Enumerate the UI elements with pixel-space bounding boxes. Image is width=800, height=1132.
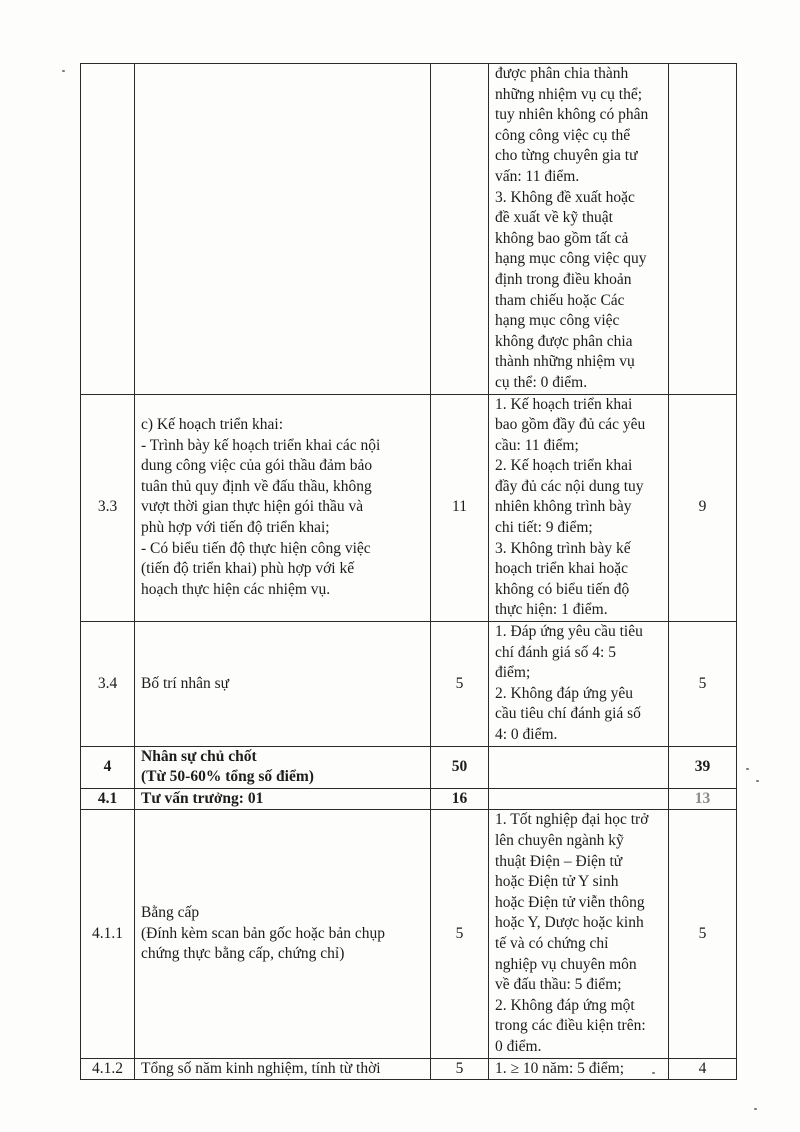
scoring-line: trong các điều kiện trên: (495, 1017, 646, 1035)
scoring-line: 4: 0 điểm. (495, 726, 558, 743)
criterion-cell (135, 622, 431, 747)
scoring-line: cụ thể: 0 điểm. (495, 373, 588, 391)
criterion-line: chứng thực bằng cấp, chứng chỉ) (141, 945, 345, 963)
criterion-cell (135, 788, 431, 810)
scoring-line: 1. Tốt nghiệp đại học trở (495, 811, 649, 829)
scoring-guide (489, 622, 669, 747)
scoring-line: chi tiết: 9 điểm; (495, 519, 593, 537)
awarded-score: 39 (669, 746, 737, 788)
criterion-line: phù hợp với tiến độ triển khai; (141, 519, 330, 537)
evaluation-table (80, 63, 737, 1080)
max-points: 5 (431, 1058, 489, 1080)
row-number: 3.4 (81, 622, 135, 747)
scoring-line: hoặc Điện tử viễn thông (495, 893, 645, 911)
scoring-line: 3. Không trình bày kế (495, 539, 631, 557)
scoring-line: hoặc Y, Dược hoặc kinh (495, 914, 644, 932)
criterion-line: (tiến độ triển khai) phù hợp với kế (141, 560, 355, 578)
criterion-cell (135, 394, 431, 622)
row-number: 4.1.1 (81, 810, 135, 1058)
scoring-line: 1. Đáp ứng yêu cầu tiêu (495, 623, 643, 641)
max-points: 50 (431, 746, 489, 788)
criterion-line: Bố trí nhân sự (141, 674, 230, 692)
max-points (431, 64, 489, 395)
table-row (81, 746, 737, 788)
scoring-line: về đấu thầu: 5 điểm; (495, 976, 622, 994)
criterion-line: - Trình bày kế hoạch triển khai các nội (141, 436, 381, 454)
awarded-score: 9 (669, 394, 737, 622)
criterion-line: Nhân sự chủ chốt (141, 747, 257, 765)
table-row (81, 64, 737, 395)
row-number: 3.3 (81, 394, 135, 622)
awarded-score (669, 64, 737, 395)
criterion-cell (135, 810, 431, 1058)
awarded-score: 13 (669, 788, 737, 810)
scoring-line: thực hiện: 1 điểm. (495, 601, 608, 619)
criterion-cell (135, 746, 431, 788)
scoring-line: không bao gồm tất cả (495, 229, 629, 247)
max-points: 11 (431, 394, 489, 622)
scoring-line: 1. ≥ 10 năm: 5 điểm; (495, 1059, 625, 1077)
scoring-guide (489, 746, 669, 788)
table-row (81, 622, 737, 747)
scoring-line: định trong điều khoản (495, 270, 632, 288)
scoring-guide (489, 810, 669, 1058)
scoring-line: thuật Điện – Điện tử (495, 852, 623, 870)
scoring-line: đầy đủ các nội dung tuy (495, 477, 644, 495)
scoring-line: tuy nhiên không có phân (495, 106, 649, 124)
table-row (81, 788, 737, 810)
criterion-line: Tư vấn trưởng: 01 (141, 789, 264, 807)
table-row (81, 810, 737, 1058)
scoring-line: cho từng chuyên gia tư (495, 147, 638, 165)
scoring-line: hoạch triển khai hoặc (495, 560, 628, 578)
max-points: 5 (431, 810, 489, 1058)
scan-speck (756, 780, 759, 782)
criterion-line: dung công việc của gói thầu đảm bảo (141, 457, 373, 475)
criterion-line: Bằng cấp (141, 904, 200, 922)
scoring-line: không có biểu tiến độ (495, 580, 630, 598)
criterion-cell (135, 1058, 431, 1080)
scoring-guide (489, 64, 669, 395)
scoring-line: tham chiếu hoặc Các (495, 291, 625, 309)
scoring-line: 2. Không đáp ứng một (495, 996, 635, 1014)
scoring-line: những nhiệm vụ cụ thể; (495, 85, 643, 103)
scoring-line: được phân chia thành (495, 65, 629, 82)
awarded-score: 5 (669, 622, 737, 747)
criterion-line: (Đính kèm scan bản gốc hoặc bản chụp (141, 924, 386, 942)
criterion-line: (Từ 50-60% tổng số điểm) (141, 768, 314, 786)
criterion-line: Tổng số năm kinh nghiệm, tính từ thời (141, 1059, 381, 1077)
scoring-line: chí đánh giá số 4: 5 (495, 643, 616, 661)
scan-speck (754, 1108, 757, 1110)
scoring-line: tế và có chứng chỉ (495, 934, 609, 952)
scoring-line: hạng mục công việc quy (495, 250, 647, 268)
scoring-line: bao gồm đầy đủ các yêu (495, 416, 646, 434)
criterion-line: hoạch thực hiện các nhiệm vụ. (141, 580, 331, 598)
table-row (81, 394, 737, 622)
awarded-score: 4 (669, 1058, 737, 1080)
scoring-guide (489, 394, 669, 622)
scoring-guide (489, 788, 669, 810)
row-number (81, 64, 135, 395)
criterion-line: - Có biểu tiến độ thực hiện công việc (141, 539, 371, 557)
scoring-line: 2. Kế hoạch triển khai (495, 457, 633, 475)
scan-speck (652, 1072, 655, 1074)
scan-speck (746, 768, 749, 770)
scoring-guide (489, 1058, 669, 1080)
criterion-line: c) Kế hoạch triển khai: (141, 416, 284, 434)
scoring-line: 3. Không đề xuất hoặc (495, 188, 635, 206)
criterion-line: vượt thời gian thực hiện gói thầu và (141, 498, 364, 516)
scoring-line: lên chuyên ngành kỹ (495, 831, 624, 849)
row-number: 4.1 (81, 788, 135, 810)
awarded-score: 5 (669, 810, 737, 1058)
table-row (81, 1058, 737, 1080)
scoring-line: hoặc Điện tử Y sinh (495, 873, 619, 891)
criterion-cell (135, 64, 431, 395)
scoring-line: vấn: 11 điểm. (495, 167, 580, 185)
scoring-line: 1. Kế hoạch triển khai (495, 395, 633, 413)
scan-speck (62, 70, 65, 72)
scoring-line: công công việc cụ thể (495, 126, 631, 144)
scoring-line: hạng mục công việc (495, 312, 620, 330)
max-points: 5 (431, 622, 489, 747)
max-points: 16 (431, 788, 489, 810)
scoring-line: thành những nhiệm vụ (495, 353, 635, 371)
scoring-line: nghiệp vụ chuyên môn (495, 955, 637, 973)
scoring-line: cầu tiêu chí đánh giá số (495, 705, 641, 723)
row-number: 4 (81, 746, 135, 788)
scoring-line: 0 điểm. (495, 1037, 542, 1055)
scoring-line: cầu: 11 điểm; (495, 436, 579, 454)
row-number: 4.1.2 (81, 1058, 135, 1080)
scoring-line: điểm; (495, 664, 531, 682)
criterion-line: tuân thủ quy định về đấu thầu, không (141, 477, 372, 495)
scoring-line: 2. Không đáp ứng yêu (495, 684, 633, 702)
scoring-line: nhiên không trình bày (495, 498, 632, 516)
scoring-line: đề xuất về kỹ thuật (495, 209, 613, 227)
scoring-line: không được phân chia (495, 332, 633, 350)
